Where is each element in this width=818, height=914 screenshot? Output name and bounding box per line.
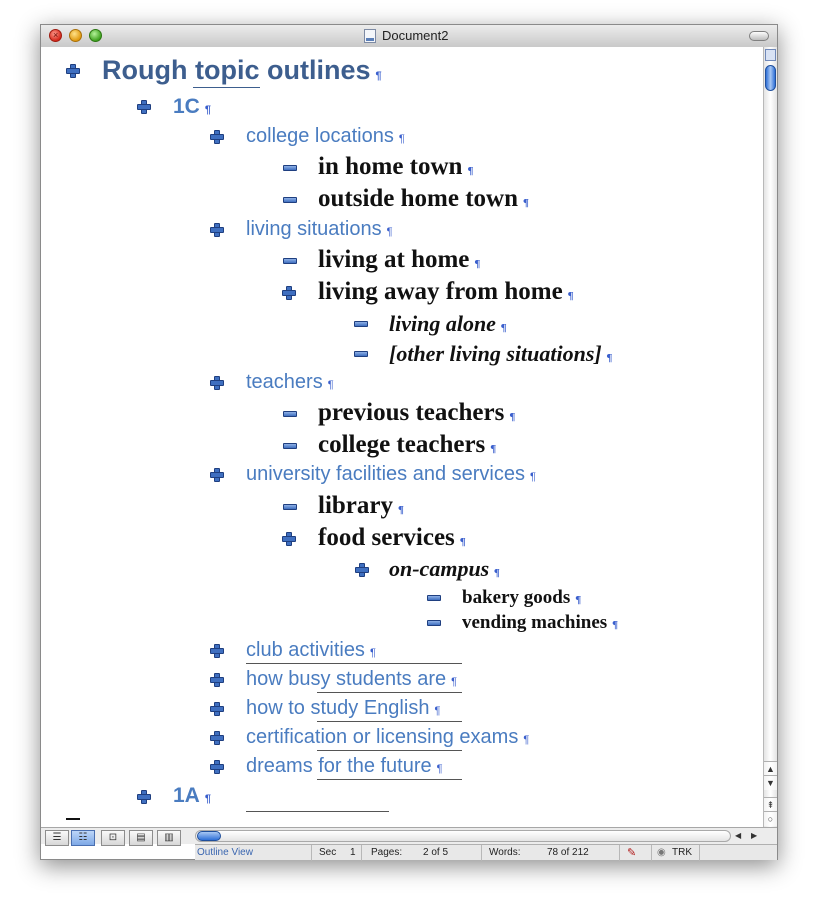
section-label: Sec bbox=[319, 847, 337, 858]
outline-heading-3[interactable]: living situations ¶ bbox=[246, 218, 393, 240]
collapse-minus-icon[interactable] bbox=[427, 595, 441, 601]
underline-rule bbox=[317, 750, 462, 751]
outline-heading-3[interactable]: college locations ¶ bbox=[246, 125, 405, 147]
expand-plus-icon[interactable] bbox=[210, 644, 224, 658]
minimize-window-button[interactable] bbox=[69, 29, 82, 42]
view-and-scroll-bar bbox=[41, 827, 777, 844]
vertical-scrollbar[interactable] bbox=[763, 47, 777, 827]
expand-plus-icon[interactable] bbox=[210, 223, 224, 237]
collapse-minus-icon[interactable] bbox=[283, 197, 297, 203]
words-label: Words: bbox=[489, 847, 521, 858]
notebook-layout-button[interactable]: ▥ bbox=[157, 830, 181, 846]
underline-rule bbox=[317, 779, 462, 780]
outline-body-text[interactable]: college teachers ¶ bbox=[318, 431, 497, 458]
status-divider bbox=[361, 845, 362, 861]
status-divider bbox=[619, 845, 620, 861]
outline-view-button[interactable]: ☷ bbox=[71, 830, 95, 846]
horizontal-scrollbar[interactable] bbox=[195, 830, 731, 842]
outline-body-text[interactable]: living away from home ¶ bbox=[318, 278, 574, 305]
scroll-up-arrow-icon[interactable]: ▲ bbox=[764, 761, 777, 776]
draft-view-button[interactable]: ☰ bbox=[45, 830, 69, 846]
zoom-window-button[interactable] bbox=[89, 29, 102, 42]
collapse-minus-icon[interactable] bbox=[283, 258, 297, 264]
spelling-grammar-status-icon[interactable]: ✎ bbox=[627, 847, 637, 859]
outline-body-text[interactable]: on-campus ¶ bbox=[389, 556, 500, 581]
expand-plus-icon[interactable] bbox=[355, 563, 369, 577]
spelling-underline bbox=[193, 87, 260, 88]
outline-document[interactable] bbox=[41, 47, 763, 827]
window-title: Document2 bbox=[382, 28, 449, 43]
expand-plus-icon[interactable] bbox=[210, 468, 224, 482]
pages-value: 2 of 5 bbox=[423, 847, 449, 858]
expand-plus-icon[interactable] bbox=[210, 673, 224, 687]
expand-plus-icon[interactable] bbox=[282, 286, 296, 300]
underline-rule bbox=[246, 663, 462, 664]
outline-body-text[interactable]: [other living situations] ¶ bbox=[389, 341, 613, 366]
outline-body-text[interactable]: previous teachers ¶ bbox=[318, 399, 516, 426]
expand-plus-icon[interactable] bbox=[282, 532, 296, 546]
expand-plus-icon[interactable] bbox=[210, 702, 224, 716]
collapse-minus-icon[interactable] bbox=[283, 504, 297, 510]
collapse-minus-icon[interactable] bbox=[427, 620, 441, 626]
outline-heading-3[interactable]: teachers ¶ bbox=[246, 371, 334, 393]
outline-body-text[interactable]: in home town ¶ bbox=[318, 153, 474, 180]
outline-heading-3[interactable]: university facilities and services ¶ bbox=[246, 463, 536, 485]
status-divider bbox=[481, 845, 482, 861]
view-name-label: Outline View bbox=[197, 847, 253, 858]
status-divider bbox=[699, 845, 700, 861]
outline-heading-1[interactable]: Rough topic outlines ¶ bbox=[102, 55, 382, 85]
words-value: 78 of 212 bbox=[547, 847, 589, 858]
expand-plus-icon[interactable] bbox=[210, 130, 224, 144]
collapse-minus-icon[interactable] bbox=[354, 321, 368, 327]
outline-heading-3[interactable]: club activities ¶ bbox=[246, 639, 376, 661]
expand-plus-icon[interactable] bbox=[66, 64, 80, 78]
expand-plus-icon[interactable] bbox=[137, 100, 151, 114]
outline-heading-3[interactable]: how busy students are ¶ bbox=[246, 668, 458, 690]
underline-rule bbox=[246, 811, 389, 812]
browse-object-icon[interactable]: ○ bbox=[764, 811, 777, 826]
track-changes-label[interactable]: TRK bbox=[672, 847, 692, 858]
scroll-left-arrow-icon[interactable]: ◀ bbox=[735, 831, 742, 840]
status-divider bbox=[651, 845, 652, 861]
outline-body-text[interactable]: living alone ¶ bbox=[389, 311, 507, 336]
outline-body-text[interactable]: vending machines ¶ bbox=[462, 612, 619, 633]
collapse-minus-icon[interactable] bbox=[283, 411, 297, 417]
publishing-layout-button[interactable]: ⊡ bbox=[101, 830, 125, 846]
outline-body-text[interactable]: food services ¶ bbox=[318, 524, 466, 551]
end-of-document-marker bbox=[66, 818, 80, 820]
close-icon: × bbox=[53, 30, 59, 40]
vertical-scroll-thumb[interactable] bbox=[765, 65, 776, 91]
outline-body-text[interactable]: outside home town ¶ bbox=[318, 185, 529, 212]
scroll-down-arrow-icon[interactable]: ▼ bbox=[764, 775, 777, 790]
close-window-button[interactable] bbox=[49, 29, 62, 42]
collapse-minus-icon[interactable] bbox=[283, 443, 297, 449]
outline-body-text[interactable]: bakery goods ¶ bbox=[462, 587, 582, 608]
expand-plus-icon[interactable] bbox=[137, 790, 151, 804]
previous-page-icon[interactable]: ⇞ bbox=[764, 797, 777, 812]
underline-rule bbox=[317, 692, 462, 693]
outline-heading-3[interactable]: certification or licensing exams ¶ bbox=[246, 726, 530, 748]
outline-body-text[interactable]: library ¶ bbox=[318, 492, 404, 519]
outline-body-text[interactable]: living at home ¶ bbox=[318, 246, 481, 273]
toolbar-toggle-button[interactable] bbox=[749, 31, 769, 41]
title-bar bbox=[41, 25, 777, 48]
print-layout-button[interactable]: ▤ bbox=[129, 830, 153, 846]
collapse-minus-icon[interactable] bbox=[354, 351, 368, 357]
status-bar bbox=[195, 844, 777, 860]
scroll-right-arrow-icon[interactable]: ▶ bbox=[751, 831, 758, 840]
status-divider bbox=[311, 845, 312, 861]
outline-heading-2[interactable]: 1C ¶ bbox=[173, 95, 211, 118]
split-handle[interactable] bbox=[765, 49, 776, 61]
expand-plus-icon[interactable] bbox=[210, 731, 224, 745]
expand-plus-icon[interactable] bbox=[210, 376, 224, 390]
document-icon bbox=[364, 29, 376, 43]
track-changes-indicator-icon: ◉ bbox=[657, 847, 666, 858]
expand-plus-icon[interactable] bbox=[210, 760, 224, 774]
collapse-minus-icon[interactable] bbox=[283, 165, 297, 171]
section-value: 1 bbox=[350, 847, 356, 858]
outline-heading-3[interactable]: how to study English ¶ bbox=[246, 697, 441, 719]
document-window bbox=[40, 24, 778, 860]
horizontal-scroll-thumb[interactable] bbox=[197, 831, 221, 841]
pages-label: Pages: bbox=[371, 847, 403, 858]
underline-rule bbox=[317, 721, 462, 722]
outline-heading-3[interactable]: dreams for the future ¶ bbox=[246, 755, 443, 777]
outline-heading-2[interactable]: 1A ¶ bbox=[173, 784, 211, 807]
